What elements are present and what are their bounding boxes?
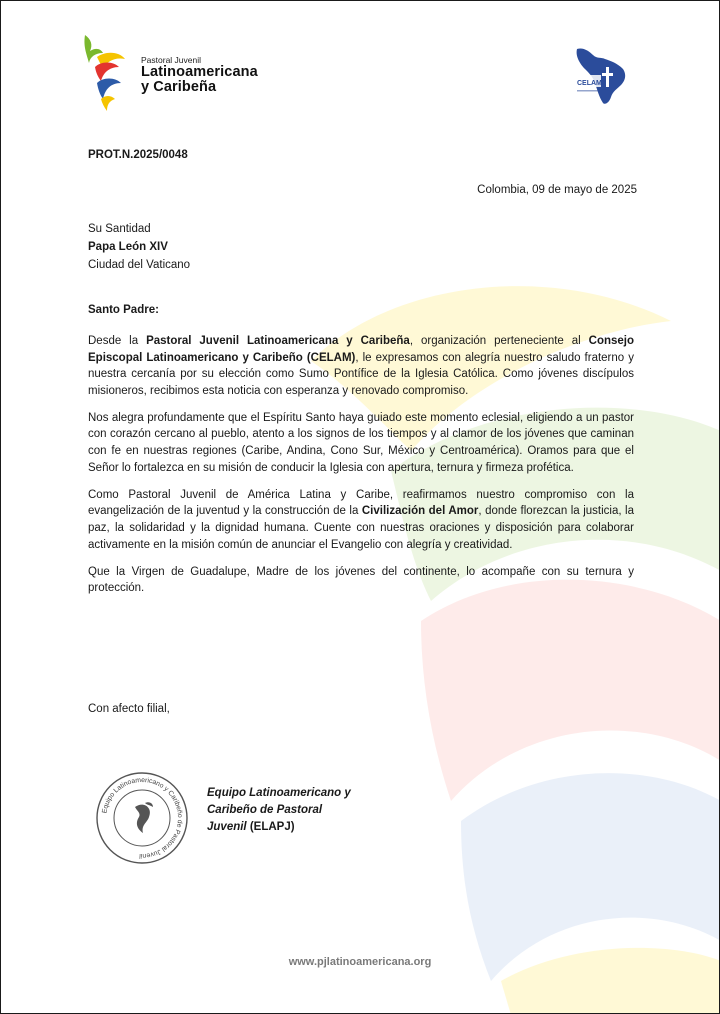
p1-text-e: , le expresamos con alegría nuestro saludo fraterno y nuestra cercanía por su elección como Sumo Pontífice de la Iglesia Católica. Como jóvenes discípulos misioneros, recibimos esta noticia con esperanza y renovado compromiso. (88, 351, 634, 397)
p1-text-a: Desde la (88, 335, 147, 347)
brand-line-3: y Caribeña (141, 79, 217, 95)
footer-website[interactable]: www.pjlatinoamericana.org (288, 956, 432, 968)
p1-bold-celam: Consejo Episcopal Latinoamericano y Caribeño (CELAM) (88, 335, 635, 364)
p1-bold-pastoral: Pastoral Juvenil Latinoamericana y Caribeña (146, 335, 410, 347)
p3-text-c: , donde florezcan la justicia, la paz, la solidaridad y la dignidad humana. Cuente con nuestras oraciones y disposición para colaborar activamente en la misión común de anunciar el Evangelio con alegría y creatividad. (88, 505, 634, 551)
celam-label: CELAM (577, 80, 602, 87)
signature-line-2: Caribeño de Pastoral (207, 804, 323, 816)
recipient-block (88, 220, 190, 274)
p1-text-c: , organización perteneciente al (409, 335, 589, 347)
paragraph-1 (88, 333, 634, 399)
pastoral-juvenil-logo (81, 33, 281, 113)
brand-text (141, 55, 258, 95)
p3-bold-civilizacion: Civilización del Amor (361, 505, 479, 518)
celam-logo (571, 45, 631, 107)
brand-line-1: Pastoral Juvenil (141, 55, 202, 65)
signature-line-3 (207, 819, 351, 836)
recipient-line-2: Papa León XIV (88, 241, 168, 253)
signature-line-1: Equipo Latinoamericano y (207, 787, 351, 799)
letter-body (88, 333, 634, 607)
signature-block (207, 785, 351, 836)
date-line: Colombia, 09 de mayo de 2025 (477, 184, 637, 196)
reference-number: PROT.N.2025/0048 (88, 149, 188, 161)
celam-map-icon (571, 45, 631, 107)
elapj-seal-stamp (95, 771, 189, 865)
paragraph-4: Que la Virgen de Guadalupe, Madre de los jóvenes del continente, lo acompañe con su ternura y protección. (88, 565, 634, 595)
paragraph-3 (88, 487, 634, 553)
paragraph-2: Nos alegra profundamente que el Espíritu Santo haya guiado este momento eclesial, eligiendo a un pastor con corazón cercano al pueblo, atento a los signos de los tiempos y al clamor de los jóvenes que caminan con fe en nuestras regiones (Caribe, Andina, Cono Sur, México y Centroamérica). Oramos para que el Señor lo fortalezca en su misión de conducir la Iglesia con apertura, ternura y firmeza profética. (88, 411, 634, 474)
signature-juvenil: Juvenil (207, 821, 247, 833)
seal-text: Equipo Latinoamericano y Caribeño de Pastoral Juvenil (101, 776, 184, 860)
salutation: Santo Padre: (88, 304, 159, 316)
closing-line: Con afecto filial, (88, 703, 170, 715)
brand-line-2: Latinoamericana (141, 64, 258, 80)
p3-text-a: Como Pastoral Juvenil de América Latina y Caribe, reafirmamos nuestro compromiso con la evangelización de la juventud y la construcción de la (88, 488, 634, 518)
recipient-line-3: Ciudad del Vaticano (88, 259, 191, 271)
recipient-line-1: Su Santidad (88, 223, 151, 235)
flame-logo-icon (81, 33, 131, 113)
signature-suffix: (ELAPJ) (246, 821, 295, 833)
